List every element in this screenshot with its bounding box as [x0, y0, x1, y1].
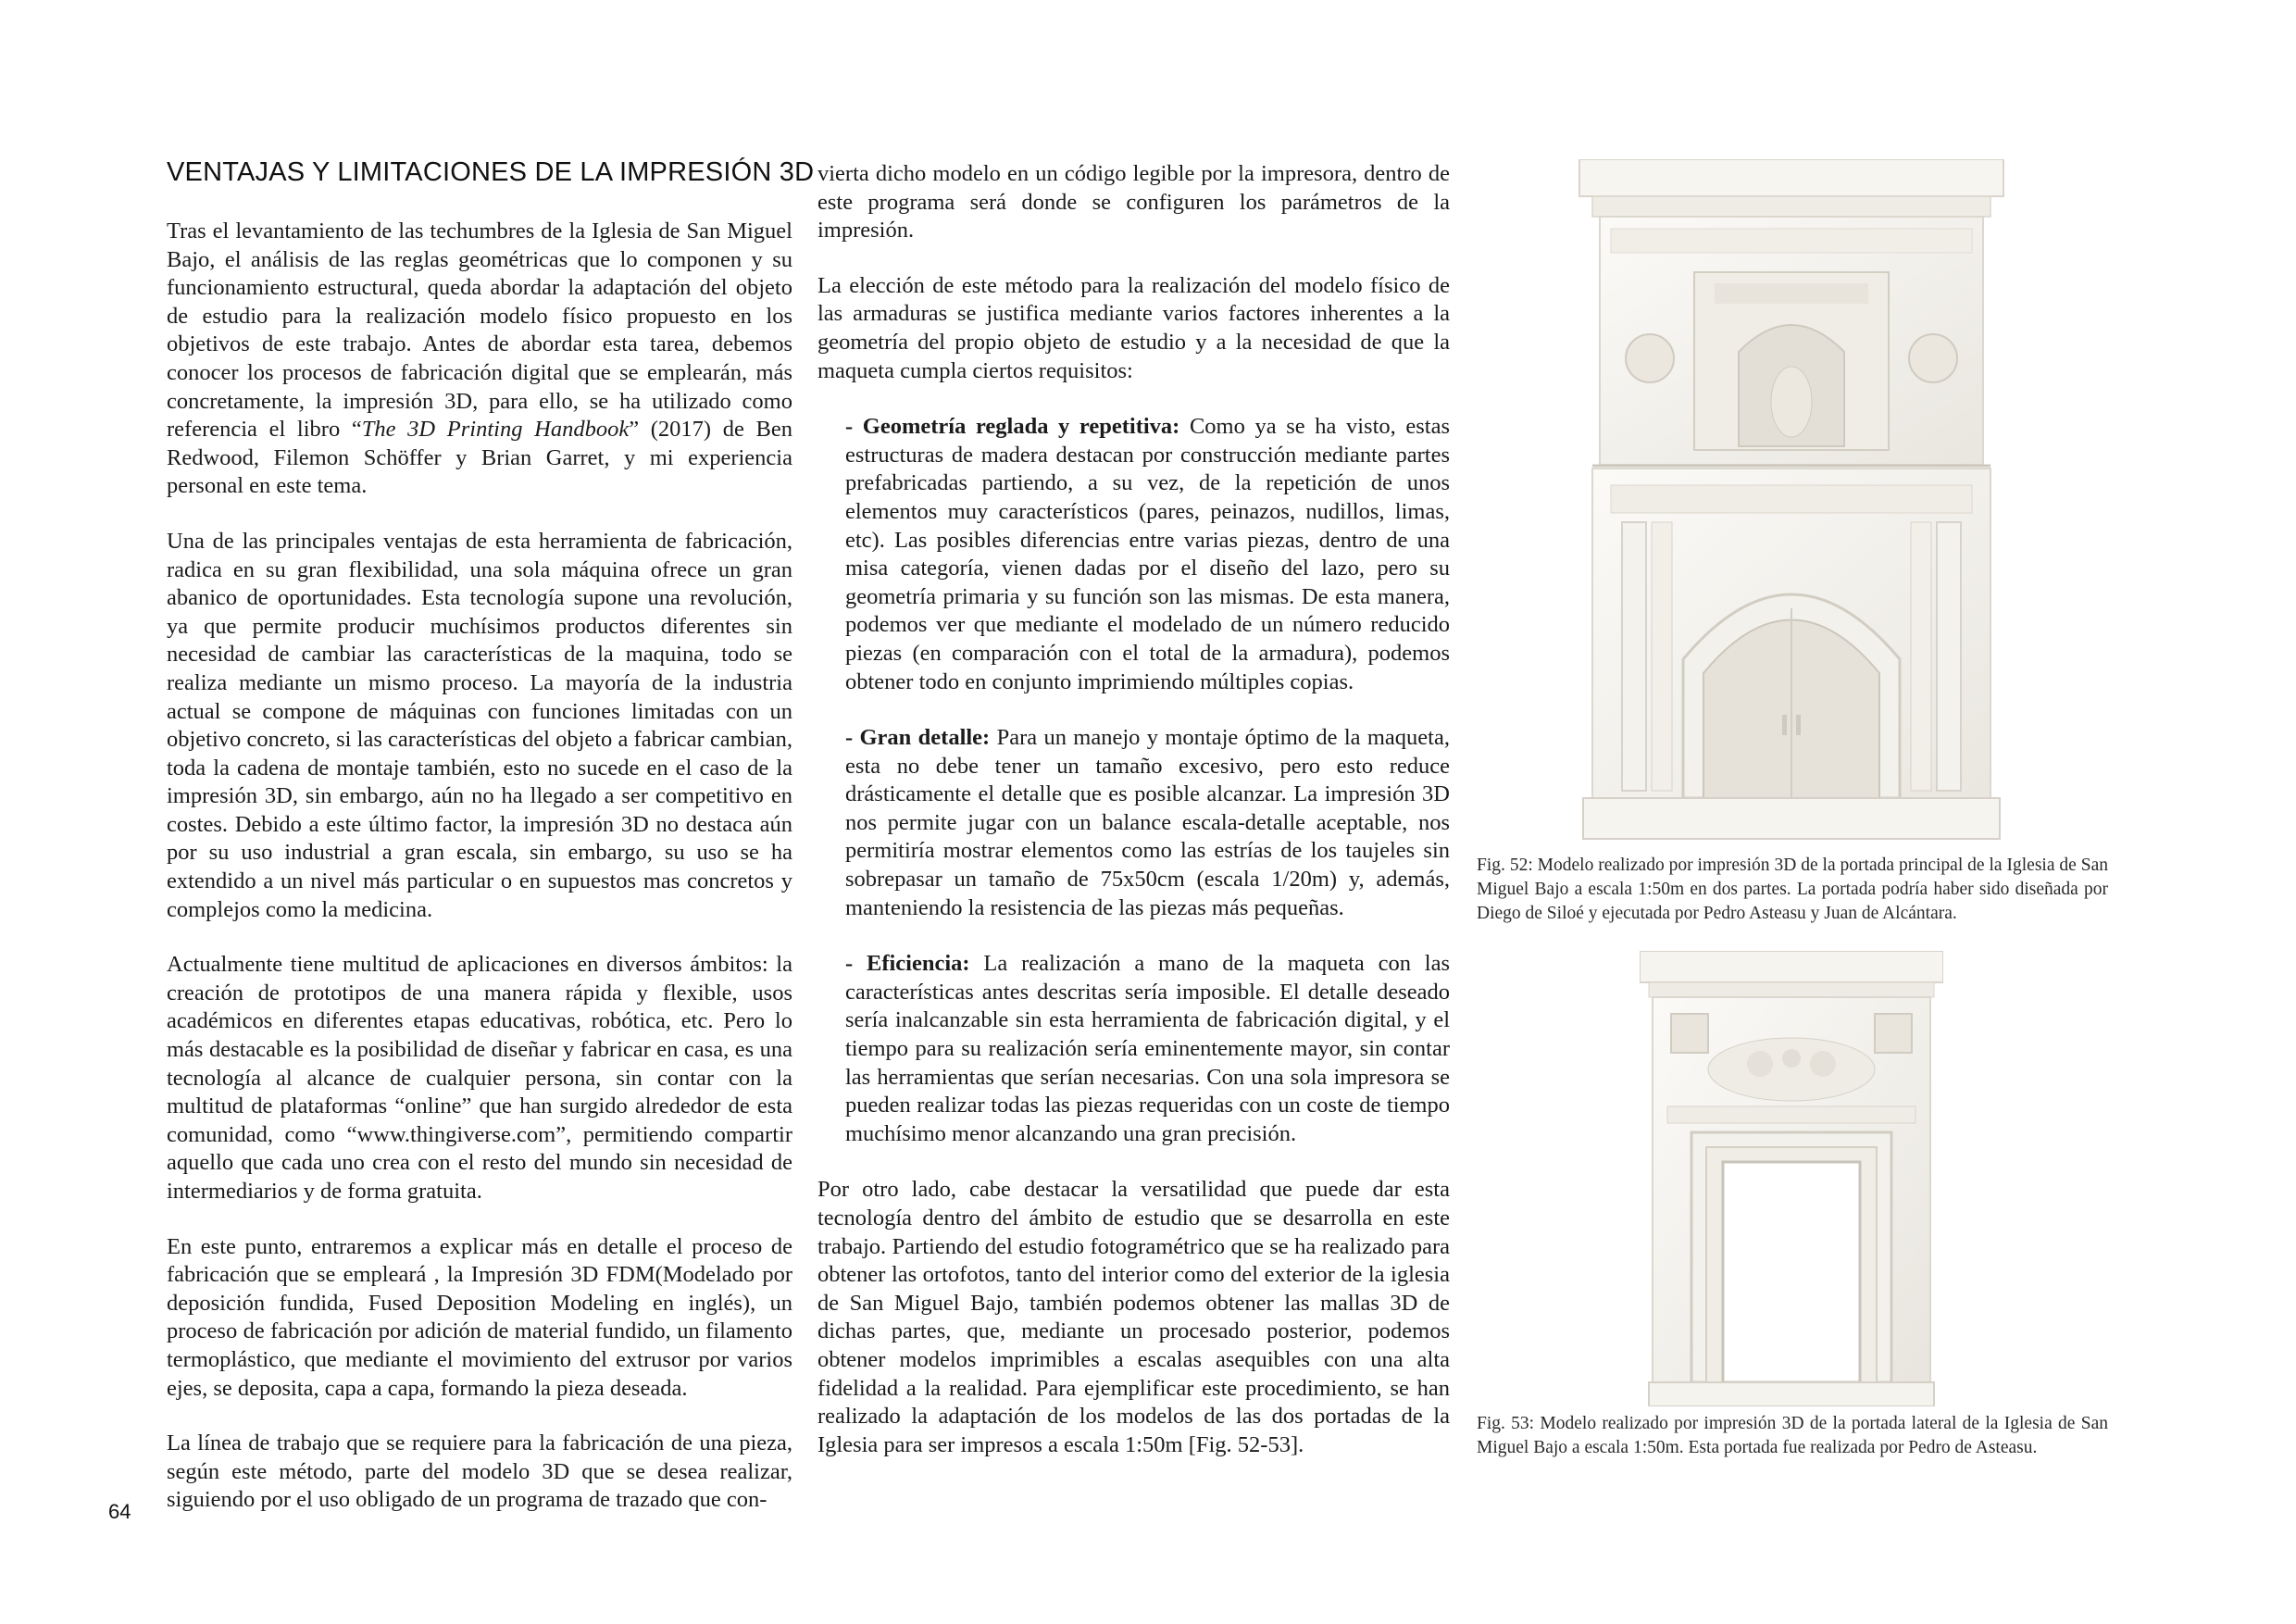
paragraph-applications: Actualmente tiene multitud de aplicaciones en diversos ámbitos: la creación de prototipos de una manera rápida y flexible, usos académicos en diferentes etapas educativas, robótica, etc. Pero lo más destacable es la posibilidad de diseñar y fabricar en casa, es una tecnología al alcance de cualquier persona, sin contar con la multitud de plataformas “online” que han surgido alrededor de esta comunidad, como “www.thingiverse.com”, permitiendo compartir aquello que cada uno crea con el resto del mundo sin necesidad de intermediarios y de forma gratuita. [167, 952, 792, 1204]
book-title: The 3D Printing Handbook [361, 417, 630, 443]
page-number: 64 [108, 1500, 131, 1523]
bullet-geometry-label: - Geometría reglada y repetitiva: [845, 414, 1180, 440]
bullet-detail [845, 724, 1450, 922]
paragraph-continuation: vierta dicho modelo en un código legible por la impresora, dentro de este programa será donde se configuren los parámetros de la impresión. [817, 161, 1450, 244]
figure-52-caption: Fig. 52: Modelo realizado por impresión 3D de la portada principal de la Iglesia de San Miguel Bajo a escala 1:50m en dos partes. La portada podría haber sido diseñada por Diego de Siloé y ejecutada por Pedro Asteasu y Juan de Alcántara. [1477, 856, 2108, 923]
figure-53-lateral-portal-model [1640, 951, 1943, 1406]
left-text-column [167, 218, 792, 1515]
paragraph-fdm: En este punto, entraremos a explicar más en detalle el proceso de fabricación que se empleará , la Impresión 3D FDM(Modelado por deposición fundida, Fused Deposition Modeling en inglés), un proceso de fabricación por adición de material fundido, un filamento termoplástico, que mediante el movimiento del extrusor por varios ejes, se deposita, capa a capa, formando la pieza deseada. [167, 1233, 792, 1401]
bullet-geometry-text: Como ya se ha visto, estas estructuras de madera destacan por construcción mediante partes prefabricadas partiendo, a su vez, de la repetición de unos elementos muy característicos (pares, peinazos, nudillos, limas, etc). Las posibles diferencias entre varias piezas, dentro de una misa categoría, vienen dadas por el diseño del lazo, pero su geometría primaria y su función son las mismas. De esta manera, podemos ver que mediante el modelado de un número reducido piezas (en comparación con el total de la armadura), podemos obtener todo en conjunto imprimiendo múltiples copias. [845, 414, 1450, 694]
paragraph-intro-tail: ” (2017) de Ben Redwood, Filemon Schöffer y Brian Garret, y mi experiencia personal en este tema. [167, 417, 792, 499]
figure-52-main-portal-model [1574, 159, 2009, 840]
bullet-geometry [845, 413, 1450, 696]
bullet-efficiency-label: - Eficiencia: [845, 951, 970, 977]
paragraph-method-choice: La elección de este método para la realización del modelo físico de las armaduras se justifica mediante varios factores inherentes a la geometría del propio objeto de estudio y a la necesidad de que la maqueta cumpla ciertos requisitos: [817, 272, 1450, 383]
bullet-detail-label: - Gran detalle: [845, 725, 991, 751]
bullet-efficiency-text: La realización a mano de la maqueta con las características antes descritas sería imposible. El detalle deseado sería inalcanzable sin esta herramienta de fabricación digital, y el tiempo para su realización sería eminentemente mayor, sin contar las herramientas que serían necesarias. Con una sola impresora se pueden realizar todas las piezas requeridas con un coste de tiempo muchísimo menor alcanzando una gran precisión. [845, 951, 1450, 1146]
paragraph-intro-text: Tras el levantamiento de las techumbres de la Iglesia de San Miguel Bajo, el análisis de las reglas geométricas que lo componen y su funcionamiento estructural, queda abordar la adaptación del objeto de estudio para la realización modelo físico propuesto en los objetivos de este trabajo. Antes de abordar esta tarea, debemos conocer los procesos de fabricación digital que se emplearán, más concretamente, la impresión 3D, para ello, se ha utilizado como referencia el libro “ [167, 219, 792, 443]
middle-text-column [817, 160, 1450, 1459]
section-heading: VENTAJAS Y LIMITACIONES DE LA IMPRESIÓN 3D [167, 157, 815, 187]
paragraph-intro [167, 218, 792, 501]
bullet-efficiency [845, 950, 1450, 1148]
figure-53-caption: Fig. 53: Modelo realizado por impresión 3D de la portada lateral de la Iglesia de San Miguel Bajo a escala 1:50m. Esta portada fue realizada por Pedro de Asteasu. [1477, 1414, 2108, 1457]
paragraph-workflow: La línea de trabajo que se requiere para la fabricación de una pieza, según este método, parte del modelo 3D que se desea realizar, siguiendo por el uso obligado de un programa de trazado que con- [167, 1430, 792, 1513]
paragraph-advantages: Una de las principales ventajas de esta herramienta de fabricación, radica en su gran flexibilidad, una sola máquina ofrece un gran abanico de oportunidades. Esta tecnología supone una revolución, ya que permite producir muchísimos productos diferentes sin necesidad de cambiar las características de la maquina, todo se realiza mediante un mismo proceso. La mayoría de la industria actual se compone de máquinas con funciones limitadas con un objetivo concreto, si las características del objeto a fabricar cambian, toda la cadena de montaje también, esto no sucede en el caso de la impresión 3D, sin embargo, aún no ha llegado a ser competitivo en costes. Debido a este último factor, la impresión 3D no destaca aún por su uso industrial a gran escala, sin embargo, su uso se ha extendido a un nivel más particular o en supuestos mas concretos y complejos como la medicina. [167, 528, 792, 922]
paragraph-versatility: Por otro lado, cabe destacar la versatilidad que puede dar esta tecnología dentro del ámbito de estudio que se desarrolla en este trabajo. Partiendo del estudio fotogramétrico que se ha realizado para obtener las ortofotos, tanto del interior como del exterior de la iglesia de San Miguel Bajo, también podemos obtener las mallas 3D de dichas partes, que, mediante un procesado posterior, podemos obtener modelos imprimibles a escalas asequibles con una alta fidelidad a la realidad. Para ejemplificar este procedimiento, se han realizado la adaptación de los modelos de las dos portadas de la Iglesia para ser impresos a escala 1:50m [Fig. 52-53]. [817, 1177, 1450, 1457]
bullet-detail-text: Para un manejo y montaje óptimo de la maqueta, esta no debe tener un tamaño excesivo, pero esto reduce drásticamente el detalle que es posible alcanzar. La impresión 3D nos permite jugar con un balance escala-detalle aceptable, nos permitiría mostrar elementos como las estrías de los taujeles sin sobrepasar un tamaño de 75x50cm (escala 1/20m) y, además, manteniendo la resistencia de las piezas más pequeñas. [845, 725, 1450, 920]
